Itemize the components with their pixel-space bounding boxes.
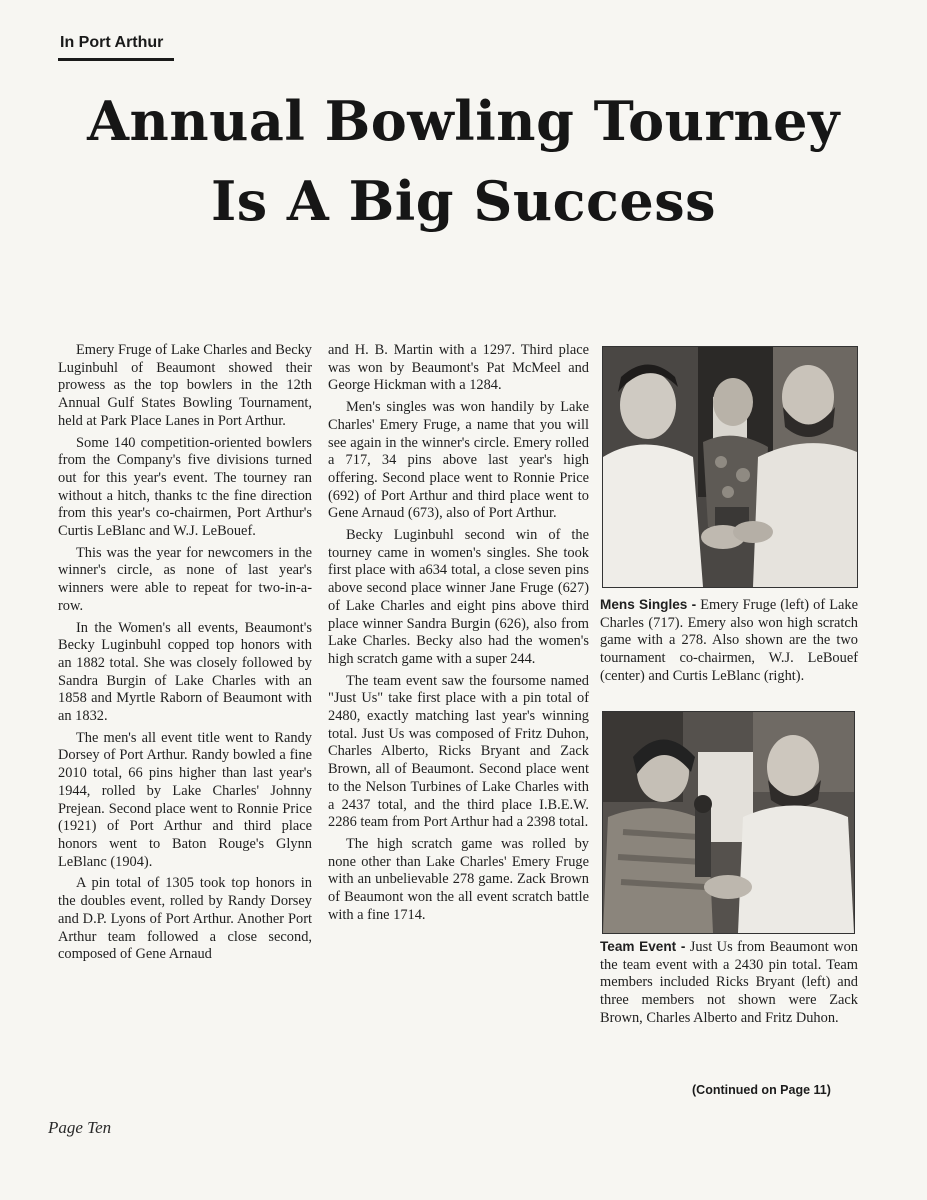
paragraph: Men's singles was won handily by Lake Charles' Emery Fruge, a name that you will see again in the winner's circle. Emery rolled a 717, 34 pins above last year's high offering. Second place went to Ronnie Price (692) of Port Arthur and third place went to Gene Arnaud (673), also of Port Arthur.	[328, 399, 589, 522]
caption-lead: Team Event -	[600, 939, 686, 954]
article-column-1	[58, 342, 312, 964]
continued-notice: (Continued on Page 11)	[692, 1083, 831, 1097]
photo-caption-2	[600, 938, 858, 1028]
section-label: In Port Arthur	[60, 34, 164, 51]
paragraph: Becky Luginbuhl second win of the tourney came in women's singles. She took first place with a634 total, a close seven pins above second place winner Jane Fruge (627) of Lake Charles and eight pins above third place winner Sandra Burgin (626), also from Lake Charles. Becky also had the women's high scratch game with a super 244.	[328, 527, 589, 667]
photo-caption-1	[600, 596, 858, 686]
paragraph: In the Women's all events, Beaumont's Becky Luginbuhl copped top honors with an 1882 total. She was closely followed by Sandra Burgin of Lake Charles with an 1858 and Myrtle Raborn of Beaumont with an 1832.	[58, 619, 312, 725]
headline-line-2: Is A Big Success	[210, 169, 717, 233]
paragraph: This was the year for newcomers in the winner's circle, as none of last year's winners were able to repeat for two-in-a-row.	[58, 544, 312, 614]
paragraph: The team event saw the foursome named "Just Us" take first place with a pin total of 2480, exactly matching last year's winning total. Just Us was composed of Fritz Duhon, Charles Alberto, Ricks Bryant and Zack Brown, all of Beaumont. Second place went to the Nelson Turbines of Lake Charles with a 2437 total, and the third place I.B.E.W. 2286 team from Port Arthur had a 2398 total.	[328, 672, 589, 831]
caption-text: Emery Fruge (left) of Lake Charles (717). Emery also won high scratch game with a 278. Also shown are the two tournament co-chairmen, W.J. LeBouef (center) and Curtis LeBlanc (right).	[600, 597, 858, 684]
caption-lead: Mens Singles -	[600, 597, 697, 612]
paragraph: A pin total of 1305 took top honors in the doubles event, rolled by Randy Dorsey and D.P. Lyons of Port Arthur. Another Port Arthur team followed a close second, composed of Gene Arnaud	[58, 875, 312, 963]
paragraph: and H. B. Martin with a 1297. Third place was won by Beaumont's Pat McMeel and George Hickman with a 1284.	[328, 342, 589, 394]
photo-team-event	[602, 711, 855, 934]
page-folio: Page Ten	[48, 1118, 112, 1137]
paragraph: The high scratch game was rolled by none other than Lake Charles' Emery Fruge with an unbelievable 278 game. Zack Brown of Beaumont won the all event scratch battle with a fine 1714.	[328, 835, 589, 923]
article-column-2	[328, 342, 589, 925]
paragraph: Emery Fruge of Lake Charles and Becky Luginbuhl of Beaumont showed their prowess as the top bowlers in the 12th Annual Gulf States Bowling Tournament, held at Park Place Lanes in Port Arthur.	[58, 342, 312, 429]
paragraph: The men's all event title went to Randy Dorsey of Port Arthur. Randy bowled a fine 2010 total, 66 pins higher than last year's 1944, rolled by Lake Charles' Johnny Prejean. Second place went to Ronnie Price (1921) of Port Arthur and third place honors went to Baton Rouge's Glynn LeBlanc (1904).	[58, 729, 312, 870]
caption-text: Just Us from Beaumont won the team event with a 2430 pin total. Team members included Ricks Bryant (left) and three members not shown were Zack Brown, Charles Alberto and Fritz Duhon.	[600, 939, 858, 1026]
paragraph: Some 140 competition-oriented bowlers from the Company's five divisions turned out for this year's event. The tourney ran without a hitch, thanks tc the fine direction from this year's co-chairmen, Port Arthur's Curtis LeBlanc and W.J. LeBouef.	[58, 434, 312, 540]
photo-mens-singles	[602, 346, 858, 588]
headline-line-1: Annual Bowling Tourney	[87, 89, 840, 153]
section-rule	[58, 58, 174, 61]
